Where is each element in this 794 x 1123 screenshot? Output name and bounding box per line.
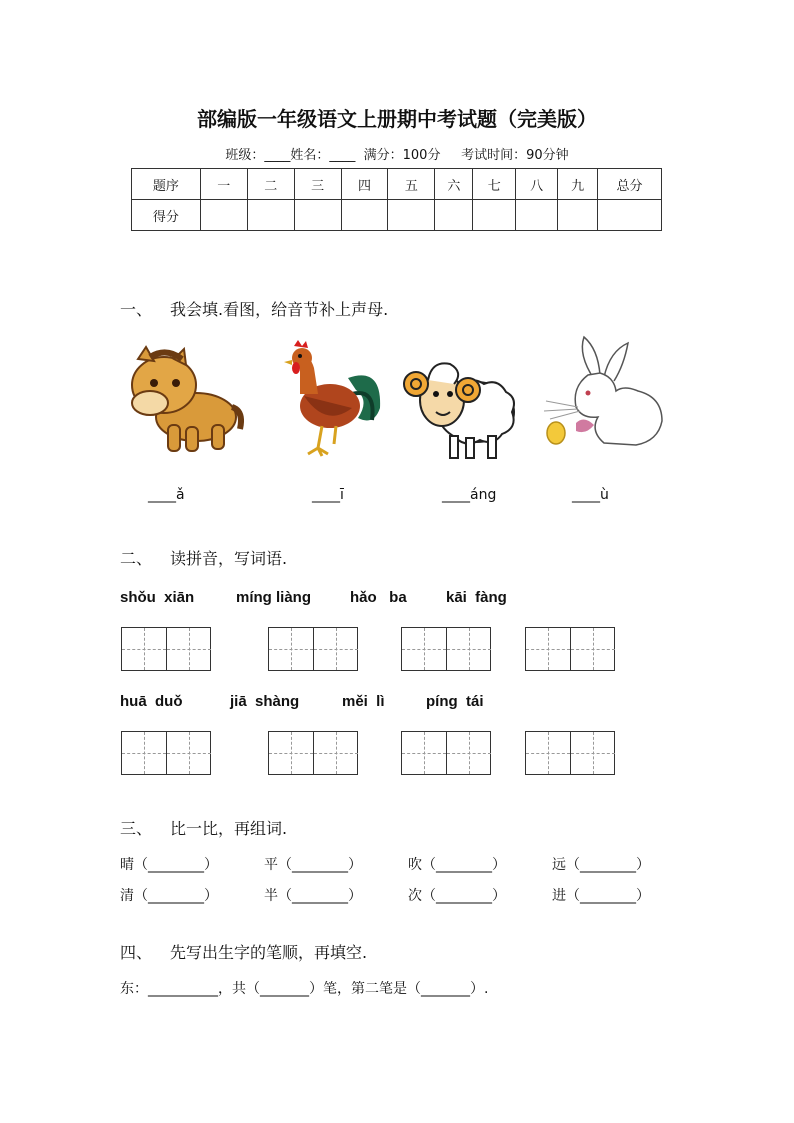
score-row — [132, 200, 662, 231]
exam-time: 考试时间：90分钟 — [461, 148, 569, 163]
writing-grid[interactable] — [121, 731, 211, 775]
score-header-row — [132, 169, 662, 200]
score-cell[interactable] — [516, 200, 558, 231]
exam-info — [0, 144, 794, 163]
sheep-image — [402, 350, 518, 462]
pinyin-word: kāi fàng — [446, 589, 507, 606]
pinyin-word: huā duǒ — [120, 693, 183, 710]
section-3-heading: 三、 比一比，再组词. — [120, 819, 288, 838]
score-cell[interactable] — [294, 200, 341, 231]
writing-grid[interactable] — [401, 731, 491, 775]
word-blank[interactable]: 晴（________） — [120, 857, 218, 873]
rabbit-image — [538, 335, 670, 453]
table-header-cell: 题序 — [132, 169, 201, 200]
word-blank[interactable]: 进（________） — [552, 888, 650, 904]
section-2-heading: 二、 读拼音，写词语. — [120, 549, 288, 568]
writing-grid[interactable] — [401, 627, 491, 671]
row-label: 得分 — [132, 200, 201, 231]
score-cell[interactable] — [388, 200, 435, 231]
horse-image — [128, 345, 244, 457]
score-cell[interactable] — [200, 200, 247, 231]
writing-grid[interactable] — [121, 627, 211, 671]
word-blank[interactable]: 远（________） — [552, 857, 650, 873]
word-blank[interactable]: 清（________） — [120, 888, 218, 904]
score-table — [131, 168, 662, 231]
word-blank[interactable]: 平（________） — [264, 857, 362, 873]
section-1-heading: 一、 我会填.看图，给音节补上声母. — [120, 300, 389, 319]
table-header-cell: 四 — [341, 169, 388, 200]
pinyin-word: píng tái — [426, 693, 484, 710]
pinyin-word: měi lì — [342, 693, 385, 710]
table-header-cell: 五 — [388, 169, 435, 200]
section-4-heading: 四、 先写出生字的笔顺，再填空. — [120, 943, 368, 962]
table-header-cell: 二 — [247, 169, 294, 200]
score-cell[interactable] — [341, 200, 388, 231]
pinyin-word: hǎo ba — [350, 589, 407, 606]
table-header-cell: 七 — [473, 169, 516, 200]
score-cell[interactable] — [558, 200, 598, 231]
word-blank[interactable]: 吹（________） — [408, 857, 506, 873]
full-score: 满分：100分 — [363, 148, 441, 163]
writing-grid[interactable] — [268, 731, 358, 775]
pinyin-blank-horse[interactable]: ____ǎ — [148, 487, 185, 503]
class-field: 班级：____ — [225, 148, 291, 163]
table-header-cell: 总分 — [598, 169, 662, 200]
score-cell[interactable] — [598, 200, 662, 231]
score-cell[interactable] — [473, 200, 516, 231]
word-blank[interactable]: 半（________） — [264, 888, 362, 904]
page-title: 部编版一年级语文上册期中考试题（完美版） — [197, 107, 597, 131]
table-header-cell: 六 — [435, 169, 473, 200]
table-header-cell: 三 — [294, 169, 341, 200]
stroke-order-question[interactable]: 东：__________，共（_______）笔，第二笔是（_______）. — [120, 981, 489, 997]
writing-grid[interactable] — [268, 627, 358, 671]
pinyin-blank-sheep[interactable]: ____áng — [442, 487, 497, 503]
pinyin-word: jiā shàng — [230, 693, 300, 710]
writing-grid[interactable] — [525, 731, 615, 775]
pinyin-blank-rabbit[interactable]: ____ù — [572, 487, 609, 503]
score-cell[interactable] — [435, 200, 473, 231]
table-header-cell: 九 — [558, 169, 598, 200]
word-blank[interactable]: 次（________） — [408, 888, 506, 904]
score-cell[interactable] — [247, 200, 294, 231]
table-header-cell: 八 — [516, 169, 558, 200]
table-header-cell: 一 — [200, 169, 247, 200]
pinyin-word: shǒu xiān — [120, 589, 195, 606]
rooster-image — [278, 338, 384, 462]
pinyin-blank-rooster[interactable]: ____ī — [312, 487, 344, 503]
pinyin-word: míng liàng — [236, 589, 311, 606]
name-field: 姓名：____ — [290, 148, 356, 163]
writing-grid[interactable] — [525, 627, 615, 671]
